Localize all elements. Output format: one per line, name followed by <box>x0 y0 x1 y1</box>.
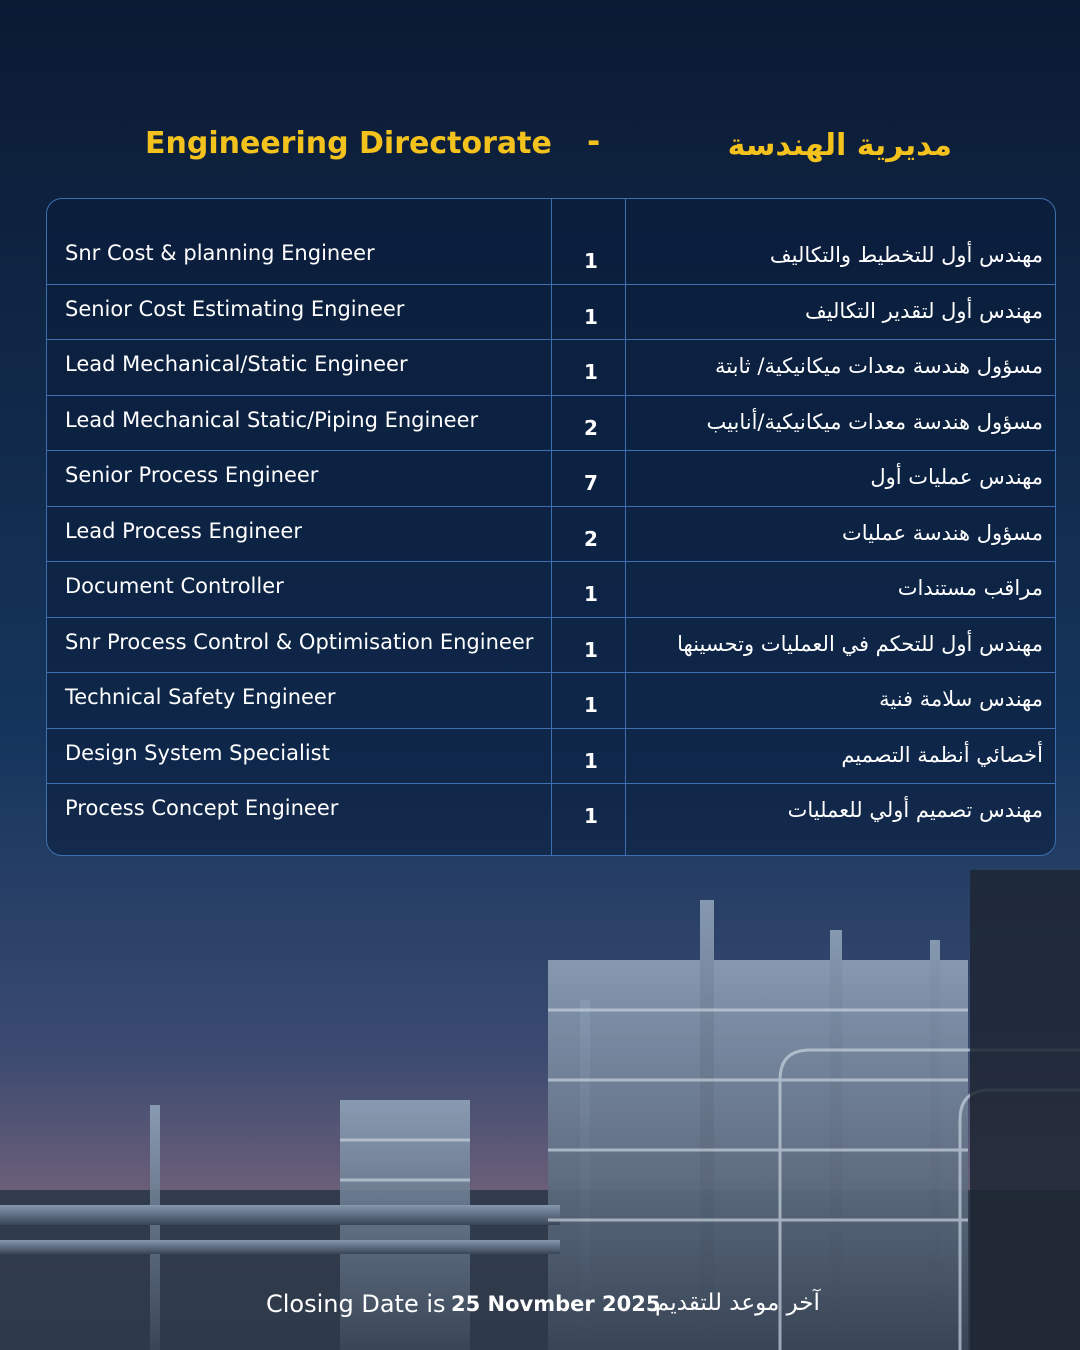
table-row <box>47 507 1055 563</box>
position-title-en: Snr Process Control & Optimisation Engineer <box>65 629 534 654</box>
position-title-en: Senior Cost Estimating Engineer <box>65 296 405 321</box>
position-title-ar: مسؤول هندسة عمليات <box>842 520 1043 545</box>
table-row <box>47 729 1055 785</box>
title-english: Engineering Directorate <box>145 126 552 161</box>
position-title-en: Lead Process Engineer <box>65 518 302 543</box>
position-title-ar: مهندس تصميم أولي للعمليات <box>787 798 1043 822</box>
closing-date-footer <box>0 1288 1080 1328</box>
table-row <box>47 340 1055 396</box>
position-title-ar: مهندس سلامة فنية <box>879 687 1043 711</box>
table-row <box>47 673 1055 729</box>
position-count: 1 <box>584 693 598 717</box>
position-title-en: Snr Cost & planning Engineer <box>65 241 375 265</box>
table-row <box>47 784 1055 839</box>
position-count: 7 <box>584 471 598 495</box>
table-row <box>47 396 1055 452</box>
position-title-ar: أخصائي أنظمة التصميم <box>841 742 1043 767</box>
position-title-ar: مسؤول هندسة معدات ميكانيكية/أنابيب <box>706 409 1043 434</box>
section-header <box>0 120 1080 176</box>
position-title-en: Process Concept Engineer <box>65 796 339 820</box>
position-count: 1 <box>584 748 598 773</box>
position-count: 1 <box>584 582 598 606</box>
position-title-en: Technical Safety Engineer <box>65 685 336 709</box>
table-row <box>47 562 1055 618</box>
position-count: 1 <box>584 249 598 273</box>
position-title-ar: مهندس أول لتقدير التكاليف <box>804 298 1043 323</box>
position-title-ar: مراقب مستندات <box>897 576 1043 600</box>
position-count: 1 <box>584 637 598 662</box>
position-count: 1 <box>584 360 598 384</box>
closing-date-label: Closing Date is <box>266 1290 446 1318</box>
position-count: 1 <box>584 804 598 828</box>
closing-date-value: 25 Novmber 2025 <box>451 1292 661 1316</box>
title-arabic: مديرية الهندسة <box>727 128 952 163</box>
table-row <box>47 285 1055 341</box>
position-title-en: Lead Mechanical/Static Engineer <box>65 352 408 376</box>
closing-date-arabic: آخر موعد للتقديم <box>655 1290 820 1316</box>
position-title-ar: مهندس عمليات أول <box>870 465 1043 489</box>
table-row <box>47 229 1055 285</box>
title-separator: - <box>587 122 601 160</box>
position-title-en: Lead Mechanical Static/Piping Engineer <box>65 407 479 432</box>
position-count: 2 <box>584 526 598 551</box>
table-row <box>47 451 1055 507</box>
position-title-en: Document Controller <box>65 574 284 598</box>
position-title-ar: مسؤول هندسة معدات ميكانيكية/ ثابتة <box>715 354 1043 378</box>
positions-table <box>46 198 1056 856</box>
table-row <box>47 618 1055 674</box>
position-title-ar: مهندس أول للتحكم في العمليات وتحسينها <box>677 631 1043 656</box>
position-title-en: Design System Specialist <box>65 740 330 765</box>
table-rows <box>47 229 1055 839</box>
position-title-en: Senior Process Engineer <box>65 463 319 487</box>
position-count: 1 <box>584 304 598 329</box>
position-title-ar: مهندس أول للتخطيط والتكاليف <box>769 243 1043 267</box>
position-count: 2 <box>584 415 598 440</box>
